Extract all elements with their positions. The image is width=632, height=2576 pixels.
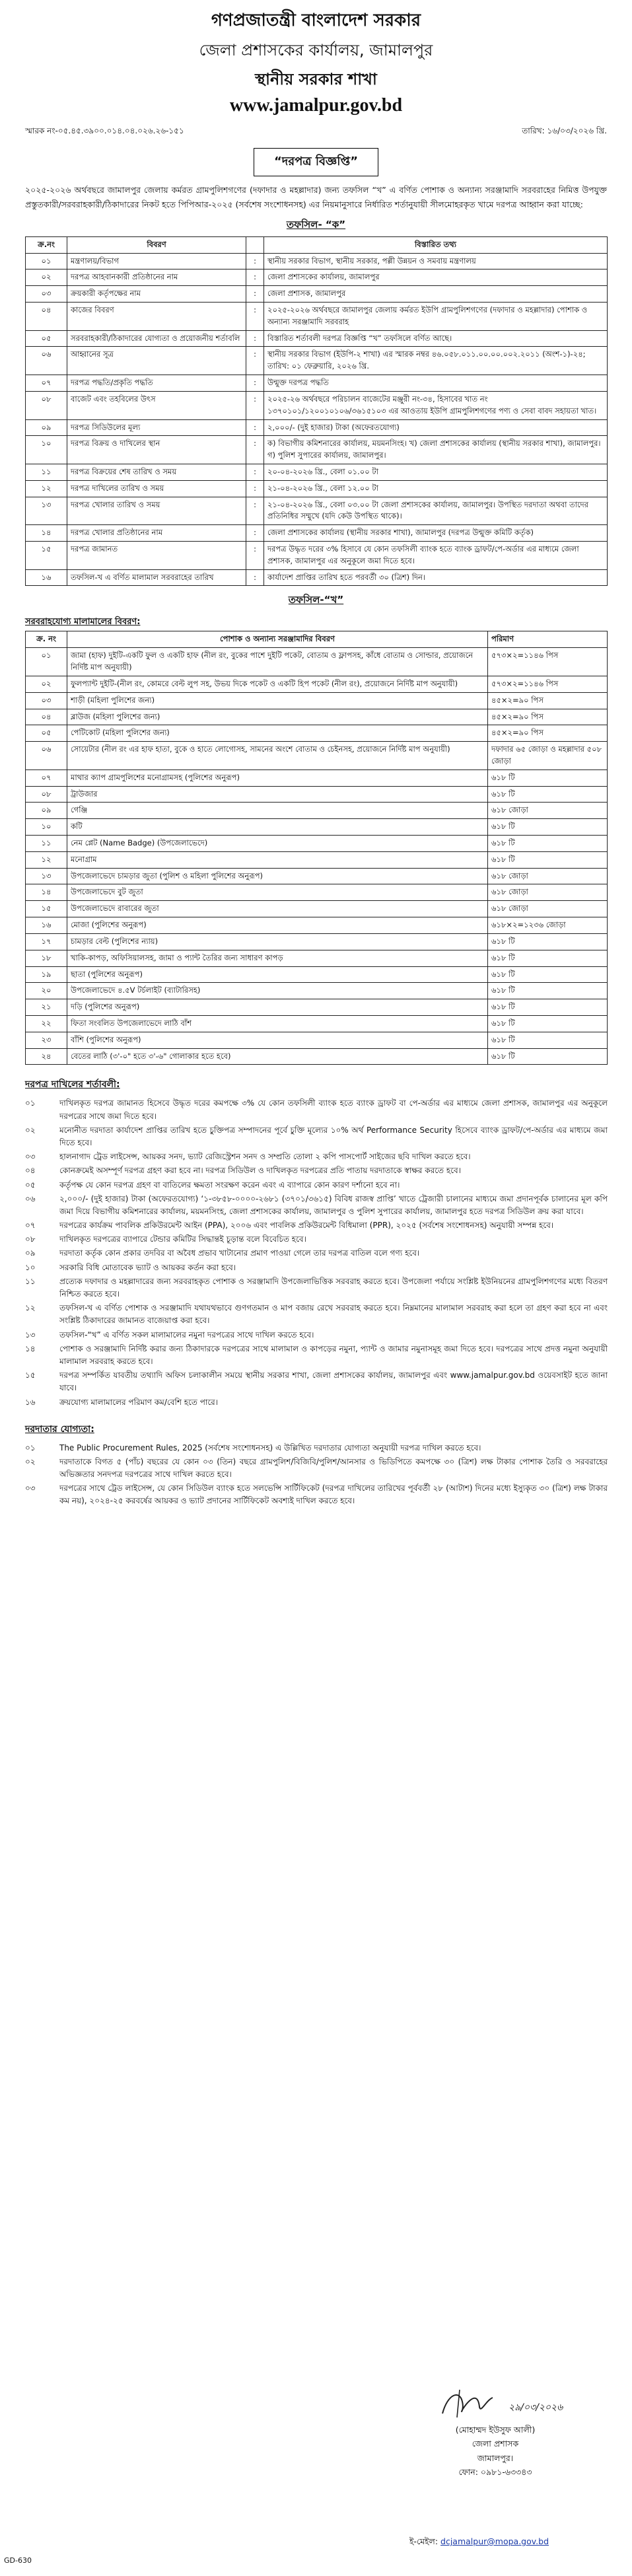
col-quantity: পরিমাণ bbox=[488, 631, 608, 648]
row-serial: ০৬ bbox=[26, 347, 67, 375]
email-link[interactable]: dcjamalpur@mopa.gov.bd bbox=[440, 2536, 549, 2546]
row-serial: ১৩ bbox=[26, 868, 67, 884]
list-item bbox=[25, 1219, 608, 1233]
list-item-number: ০৬ bbox=[25, 1194, 36, 1203]
memo-date: তারিখ: ১৬/০৩/২০২৬ খ্রি. bbox=[522, 126, 607, 135]
list-item-number: ০৯ bbox=[25, 1248, 36, 1258]
eligibility-title: দরদাতার যোগ্যতা: bbox=[25, 1423, 94, 1435]
row-quantity: ৬১৮ টি bbox=[488, 933, 608, 950]
row-colon: : bbox=[246, 480, 264, 497]
row-quantity: ৬১৮ টি bbox=[488, 1032, 608, 1048]
schedule-b-body bbox=[26, 648, 608, 1065]
list-item bbox=[25, 1482, 608, 1508]
row-item: মনোগ্রাম bbox=[67, 851, 488, 868]
row-quantity: ৬১৮ টি bbox=[488, 769, 608, 786]
table-row bbox=[26, 542, 608, 570]
table-row bbox=[26, 836, 608, 852]
row-serial: ০৭ bbox=[26, 375, 67, 392]
row-value: কার্যাদেশ প্রাপ্তির তারিখ হতে পরবর্তী ৩০ (ত্রিশ) দিন। bbox=[264, 569, 608, 586]
office-name: জেলা প্রশাসকের কার্যালয়, জামালপুর bbox=[199, 41, 433, 59]
row-quantity: ৫৭৩×২=১১৪৬ পিস bbox=[488, 648, 608, 676]
row-serial: ০৯ bbox=[26, 419, 67, 436]
email-label: ই-মেইল: bbox=[409, 2536, 441, 2546]
table-row bbox=[26, 347, 608, 375]
list-item-text: দরদাতাকে বিগত ৫ (পাঁচ) বছরের যে কোন ০৩ (তিন) বছরে গ্রামপুলিশ/বিজিবি/পুলিশ/আনসার ও ভিডিপিতে কমপক্ষে ৩০ (ত্রিশ) লক্ষ টাকার পোশাক তৈরি ও সরবরাহের অভিজ্ঞতার সনদপত্র দরপত্রের সাথে দাখিল করতে হবে। bbox=[59, 1456, 608, 1480]
col-serial: ক্র.নং bbox=[26, 236, 67, 253]
row-quantity: ৪৫×২=৯০ পিস bbox=[488, 709, 608, 725]
row-quantity: ৬১৮×২=১২৩৬ জোড়া bbox=[488, 917, 608, 934]
schedule-b-subtitle: সরবরাহযোগ্য মালামালের বিবরণ: bbox=[25, 617, 141, 627]
list-item bbox=[25, 1455, 608, 1482]
row-item: ট্রাউজার bbox=[67, 786, 488, 803]
row-label: দরপত্র জামানত bbox=[67, 542, 246, 570]
row-colon: : bbox=[246, 269, 264, 286]
schedule-a-header-row bbox=[26, 236, 608, 253]
row-serial: ১৮ bbox=[26, 950, 67, 966]
row-serial: ১৪ bbox=[26, 525, 67, 542]
list-item-number: ১২ bbox=[25, 1303, 36, 1313]
row-item: পেটিকোট (মহিলা পুলিশের জন্য) bbox=[67, 725, 488, 742]
row-serial: ১৫ bbox=[26, 901, 67, 917]
row-item: বেতের লাঠি (৩'-০" হতে ৩'-৬" গোলাকার হতে হবে) bbox=[67, 1048, 488, 1065]
table-row bbox=[26, 917, 608, 934]
list-item-text: তফসিল-“খ” এ বর্ণিত সকল মালামালের নমুনা দরপত্রের সাথে দাখিল করতে হবে। bbox=[59, 1330, 314, 1340]
schedule-a-body bbox=[26, 253, 608, 586]
row-value: জেলা প্রশাসকের কার্যালয়, জামালপুর bbox=[264, 269, 608, 286]
row-colon: : bbox=[246, 464, 264, 480]
list-item bbox=[25, 1301, 608, 1328]
signatory-designation: জেলা প্রশাসক bbox=[472, 2439, 519, 2449]
list-item bbox=[25, 1275, 608, 1301]
row-label: আহ্বানের সূত্র bbox=[67, 347, 246, 375]
list-item-text: সরকারি বিধি মোতাবেক ভ্যাট ও আয়কর কর্তন করা হবে। bbox=[59, 1262, 236, 1272]
list-item bbox=[25, 1192, 608, 1219]
row-item: ফিতা সংবলিত উপজেলাভেদে লাঠি বাঁশ bbox=[67, 1015, 488, 1032]
table-row bbox=[26, 1015, 608, 1032]
row-serial: ১০ bbox=[26, 436, 67, 464]
eligibility-heading bbox=[0, 1410, 632, 1441]
table-row bbox=[26, 725, 608, 742]
row-item: উপজেলাভেদে বুট জুতা bbox=[67, 884, 488, 901]
list-item-text: The Public Procurement Rules, 2025 (সর্বশেষ সংশোধনসহ) এ উল্লিখিত দরদাতার যোগ্যতা অনুযায়ী দরপত্র দাখিল করতে হবে। bbox=[59, 1443, 481, 1452]
table-row bbox=[26, 464, 608, 480]
row-serial: ০১ bbox=[26, 253, 67, 269]
row-item: ফুলপ্যান্ট দুইটি-(নীল রং, কোমরে বেল্ট লুপ সহ, উভয় দিকে পকেট ও একটি হিপ পকেট (নীল রং), প্রয়োজনে নির্দিষ্ট মাপ অনুযায়ী) bbox=[67, 676, 488, 692]
row-item: জামা (হাফ) দুইটি-একটি ফুল ও একটি হাফ (নীল রং, বুকের পাশে দুইটি পকেট, বোতাম ও ফ্লাপসহ, কাঁধে বোতাম ও সোল্ডার, প্রয়োজনে নির্দিষ্ট মাপ অনুযায়ী) bbox=[67, 648, 488, 676]
row-label: দরপত্র বিক্রয় ও দাখিলের স্থান bbox=[67, 436, 246, 464]
list-item-text: হালনাগাদ ট্রেড লাইসেন্স, আয়কর সনদ, ভ্যাট রেজিস্ট্রেশন সনদ ও সম্প্রতি তোলা ২ কপি পাসপোর্ট সাইজের ছবি দাখিল করতে হবে। bbox=[59, 1152, 471, 1162]
memo-number: স্মারক নং-০৫.৪৫.৩৯০০.০১৪.০৪.০২৬.২৬-১৫১ bbox=[25, 126, 184, 135]
table-row bbox=[26, 676, 608, 692]
row-colon: : bbox=[246, 419, 264, 436]
row-quantity: ৪৫×২=৯০ পিস bbox=[488, 692, 608, 709]
row-colon: : bbox=[246, 391, 264, 419]
row-serial: ১১ bbox=[26, 464, 67, 480]
row-colon: : bbox=[246, 569, 264, 586]
row-value: ২০-০৪-২০২৬ খ্রি., বেলা ০১.০০ টা bbox=[264, 464, 608, 480]
row-item: ব্লাউজ (মহিলা পুলিশের জন্য) bbox=[67, 709, 488, 725]
list-item bbox=[25, 1396, 608, 1410]
col-description: বিবরণ bbox=[67, 236, 246, 253]
row-quantity: ৬১৮ টি bbox=[488, 1015, 608, 1032]
row-colon: : bbox=[246, 497, 264, 525]
row-colon: : bbox=[246, 286, 264, 303]
row-quantity: ৬১৮ টি bbox=[488, 1048, 608, 1065]
row-item: মাথার ক্যাপ গ্রামপুলিশের মনোগ্রামসহ (পুলিশের অনুরূপ) bbox=[67, 769, 488, 786]
list-item bbox=[25, 1441, 608, 1455]
row-colon: : bbox=[246, 330, 264, 347]
row-quantity: ৬১৮ টি bbox=[488, 950, 608, 966]
signature-block bbox=[396, 2384, 594, 2479]
schedule-a-title: তফসিল- “ক” bbox=[286, 218, 346, 231]
row-label: ক্রয়কারী কর্তৃপক্ষের নাম bbox=[67, 286, 246, 303]
schedule-a-heading bbox=[0, 217, 632, 234]
row-serial: ০৯ bbox=[26, 803, 67, 819]
row-quantity: ৬১৮ টি bbox=[488, 836, 608, 852]
list-item-text: তফসিল-খ এ বর্ণিত পোশাক ও সরঞ্জামাদি যথাযথভাবে গুণগতমান ও মাপ বজায় রেখে সরবরাহ করতে হবে। নিম্নমানের মালামাল সরবরাহ করা হলে তা গ্রহণ করা হবে না এবং সংশ্লিষ্ট ঠিকাদারের জামানত বাজেয়াপ্ত করা হবে। bbox=[59, 1303, 608, 1326]
list-item bbox=[25, 1261, 608, 1275]
table-row bbox=[26, 769, 608, 786]
schedule-b-header-row bbox=[26, 631, 608, 648]
row-colon: : bbox=[246, 375, 264, 392]
row-label: দরপত্র আহবানকারী প্রতিষ্ঠানের নাম bbox=[67, 269, 246, 286]
conditions-list bbox=[25, 1096, 608, 1409]
row-item: উপজেলাভেদে রাবারের জুতা bbox=[67, 901, 488, 917]
list-item-text: দাখিলকৃত দরপত্রের ব্যাপারে টেন্ডার কমিটির সিদ্ধান্তই চূড়ান্ত বলে বিবেচিত হবে। bbox=[59, 1234, 306, 1244]
row-item: ছাতা (পুলিশের অনুরূপ) bbox=[67, 966, 488, 983]
list-item-number: ০৮ bbox=[25, 1234, 36, 1244]
row-label: দরপত্র খোলার প্রতিষ্ঠানের নাম bbox=[67, 525, 246, 542]
row-item: খাকি-কাপড়, অফিসিয়ালসহ, জামা ও প্যান্ট তৈরির জন্য সাধারণ কাপড় bbox=[67, 950, 488, 966]
list-item-number: ০৫ bbox=[25, 1180, 36, 1190]
row-value: ২১-০৪-২০২৬ খ্রি., বেলা ১২.০০ টা bbox=[264, 480, 608, 497]
row-serial: ১৯ bbox=[26, 966, 67, 983]
list-item-number: ১৪ bbox=[25, 1343, 36, 1353]
row-label: বাজেট এবং তহবিলের উৎস bbox=[67, 391, 246, 419]
list-item-text: দরদাতা কর্তৃক কোন প্রকার তদবির বা অবৈধ প্রভাব খাটানোর প্রমাণ পাওয়া গেলে তার দরপত্র বাতিল বলে গণ্য হবে। bbox=[59, 1248, 420, 1258]
row-serial: ১৫ bbox=[26, 542, 67, 570]
table-row bbox=[26, 497, 608, 525]
table-row bbox=[26, 391, 608, 419]
list-item-number: ১৫ bbox=[25, 1371, 36, 1380]
list-item bbox=[25, 1164, 608, 1178]
row-value: জেলা প্রশাসক, জামালপুর bbox=[264, 286, 608, 303]
govt-title: গণপ্রজাতন্ত্রী বাংলাদেশ সরকার bbox=[211, 11, 421, 30]
row-quantity: ৬১৮ জোড়া bbox=[488, 868, 608, 884]
reference-row bbox=[0, 116, 632, 139]
list-item-number: ১৬ bbox=[25, 1397, 36, 1407]
row-quantity: ৬১৮ জোড়া bbox=[488, 901, 608, 917]
list-item-text: দরপত্র সম্পর্কিত যাবতীয় তথ্যাদি অফিস চলাকালীন সময়ে স্থানীয় সরকার শাখা, জেলা প্রশাসকের কার্যালয়, জামালপুর এবং www.jamalpur.gov.bd ওয়েবসাইট হতে জানা যাবে। bbox=[59, 1371, 608, 1393]
col-item: পোশাক ও অন্যান্য সরঞ্জামাদির বিবরণ bbox=[67, 631, 488, 648]
col-colon bbox=[246, 236, 264, 253]
row-quantity: ৬১৮ টি bbox=[488, 786, 608, 803]
table-row bbox=[26, 692, 608, 709]
row-value: জেলা প্রশাসকের কার্যালয় (স্থানীয় সরকার শাখা), জামালপুর (দরপত্র উন্মুক্ত কমিটি কর্তৃক) bbox=[264, 525, 608, 542]
row-item: শাড়ী (মহিলা পুলিশের জন্য) bbox=[67, 692, 488, 709]
list-item-number: ০৪ bbox=[25, 1166, 36, 1176]
row-value: স্থানীয় সরকার বিভাগ, স্থানীয় সরকার, পল্লী উন্নয়ন ও সমবায় মন্ত্রণালয় bbox=[264, 253, 608, 269]
list-item-text: দরপত্রের সাথে ট্রেড লাইসেন্স, যে কোন সিডিউল ব্যাংক হতে সলভেন্সি সার্টিফিকেট (দরপত্র দাখিলের তারিখের পূর্ববর্তী ২৮ (আটাশ) দিনের মধ্যে ইস্যুকৃত ৩০ (ত্রিশ) লক্ষ টাকার কম নয়), ২০২৪-২৫ করবর্ষের আয়কর ও ভ্যাট প্রদানের সার্টিফিকেট অবশ্যই দাখিল করতে হবে। bbox=[59, 1484, 608, 1506]
table-row bbox=[26, 330, 608, 347]
row-serial: ২৩ bbox=[26, 1032, 67, 1048]
list-item-number: ০৩ bbox=[25, 1152, 36, 1162]
row-serial: ০১ bbox=[26, 648, 67, 676]
row-item: বাঁশি (পুলিশের অনুরূপ) bbox=[67, 1032, 488, 1048]
row-quantity: ৫৭৩×২=১১৪৬ পিস bbox=[488, 676, 608, 692]
row-serial: ১৭ bbox=[26, 933, 67, 950]
row-item: গেঞ্জি bbox=[67, 803, 488, 819]
website: www.jamalpur.gov.bd bbox=[229, 95, 403, 116]
list-item-text: দাখিলকৃত দরপত্র জামানত হিসেবে উদ্ধৃত দরের কমপক্ষে ৩% যে কোন তফসিলী ব্যাংক হতে ব্যাংক ড্রাফট বা পে-অর্ডার এর মাধ্যমে জেলা প্রশাসক, জামালপুর এর অনুকূলে দরপত্রের সাথে জমা দিতে হবে। bbox=[59, 1098, 608, 1121]
intro-paragraph: ২০২৫-২০২৬ অর্থবছরে জামালপুর জেলায় কর্মরত গ্রামপুলিশগণের (দফাদার ও মহল্লাদার) জন্য তফসিল “খ” এ বর্ণিত পোশাক ও অন্যান্য সরঞ্জামাদি সরবরাহের নিমিত্ত উপযুক্ত প্রস্তুতকারী/সরবরাহকারী/ঠিকাদারের নিকট হতে পিপিআর-২০২৫ (সর্বশেষ সংশোধনসহ) এর নিয়মানুসারে নির্ধারিত শর্তানুযায়ী সীলমোহরকৃত খামে দরপত্র আহ্বান করা যাচ্ছে: bbox=[25, 185, 607, 209]
row-serial: ০৫ bbox=[26, 330, 67, 347]
table-row bbox=[26, 884, 608, 901]
letterhead bbox=[0, 7, 632, 116]
row-serial: ১৩ bbox=[26, 497, 67, 525]
table-row bbox=[26, 950, 608, 966]
table-row bbox=[26, 253, 608, 269]
row-serial: ২০ bbox=[26, 983, 67, 999]
row-serial: ০৮ bbox=[26, 786, 67, 803]
list-item-number: ০২ bbox=[25, 1125, 36, 1135]
col-serial: ক্র. নং bbox=[26, 631, 67, 648]
list-item bbox=[25, 1150, 608, 1164]
row-label: দরপত্র খোলার তারিখ ও সময় bbox=[67, 497, 246, 525]
table-row bbox=[26, 525, 608, 542]
list-item-number: ১৩ bbox=[25, 1330, 36, 1340]
table-row bbox=[26, 868, 608, 884]
row-value: ২০২৫-২০২৬ অর্থবছরে জামালপুর জেলায় কর্মরত ইউপি গ্রামপুলিশগণের (দফাদার ও মহল্লাদার) পোশাক ও অন্যান্য সরঞ্জামাদি সরবরাহ bbox=[264, 303, 608, 331]
list-item bbox=[25, 1342, 608, 1369]
row-serial: ২৪ bbox=[26, 1048, 67, 1065]
row-value: বিস্তারিত শর্তাবলী দরপত্র বিজ্ঞপ্তি “খ” তফসিলে বর্ণিত আছে। bbox=[264, 330, 608, 347]
notice-title-box bbox=[0, 148, 632, 176]
list-item bbox=[25, 1096, 608, 1123]
list-item-text: ২,০০০/- (দুই হাজার) টাকা (অফেরতযোগ্য) ‘১-৩৮৫৮-০০০০-২৬৮১ (৩৭০১/৩৬১৫) বিবিধ রাজস্ব প্রাপ্তি’ খাতে ট্রেজারী চালানের মাধ্যমে জমা প্রদানপূর্বক চালানের মূল কপি জমা দিয়ে বিভাগীয় কমিশনারের কার্যালয়, ময়মনসিংহ, জেলা প্রশাসকের কার্যালয়, জামালপুর ও পুলিশ সুপারের কার্যালয়, জামালপুর হতে দরপত্র সিডিউল ক্রয় করা যাবে। bbox=[59, 1194, 608, 1216]
table-row bbox=[26, 819, 608, 836]
row-label: দরপত্র পদ্ধতি/প্রকৃতি পদ্ধতি bbox=[67, 375, 246, 392]
signatory-phone: ফোন: ০৯৮১-৬৩৩৪৩ bbox=[458, 2466, 532, 2477]
table-row bbox=[26, 419, 608, 436]
list-item bbox=[25, 1178, 608, 1192]
row-value: দরপত্র উদ্ধৃত দরের ৩% হিসাবে যে কোন তফসিলী ব্যাংক হতে ব্যাংক ড্রাফট/পে-অর্ডার এর মাধ্যমে জেলা প্রশাসক, জামালপুর এর অনুকূলে জমা দিতে হবে। bbox=[264, 542, 608, 570]
row-label: দরপত্র বিক্রয়ের শেষ তারিখ ও সময় bbox=[67, 464, 246, 480]
list-item bbox=[25, 1233, 608, 1246]
table-row bbox=[26, 1048, 608, 1065]
row-colon: : bbox=[246, 525, 264, 542]
eligibility-list bbox=[25, 1441, 608, 1509]
notice-title: “দরপত্র বিজ্ঞপ্তি” bbox=[254, 148, 378, 176]
table-row bbox=[26, 983, 608, 999]
list-item-text: মনোনীত দরদাতা কার্যাদেশ প্রাপ্তির তারিখ হতে চুক্তিপত্র সম্পাদনের পূর্বে চুক্তি মূল্যের ১০% অর্থ Performance Security হিসেবে ব্যাংক ড্রাফট/পে-অর্ডার এর মাধ্যমে জমা দিতে হবে। bbox=[59, 1125, 608, 1147]
row-quantity: ৬১৮ জোড়া bbox=[488, 803, 608, 819]
table-row bbox=[26, 569, 608, 586]
row-item: মোজা (পুলিশের অনুরূপ) bbox=[67, 917, 488, 934]
row-serial: ১২ bbox=[26, 851, 67, 868]
row-quantity: ৬১৮ টি bbox=[488, 819, 608, 836]
gd-code: GD-630 bbox=[4, 2556, 32, 2565]
row-serial: ১২ bbox=[26, 480, 67, 497]
row-serial: ০৪ bbox=[26, 303, 67, 331]
row-serial: ২২ bbox=[26, 1015, 67, 1032]
table-row bbox=[26, 999, 608, 1016]
row-colon: : bbox=[246, 253, 264, 269]
table-row bbox=[26, 851, 608, 868]
list-item-number: ০১ bbox=[25, 1443, 36, 1452]
signatory-place: জামালপুর। bbox=[477, 2452, 514, 2463]
table-row bbox=[26, 480, 608, 497]
table-row bbox=[26, 709, 608, 725]
handwritten-signature-icon bbox=[396, 2384, 594, 2423]
table-row bbox=[26, 269, 608, 286]
row-serial: ০৩ bbox=[26, 692, 67, 709]
row-quantity: ৬১৮ টি bbox=[488, 851, 608, 868]
row-label: মন্ত্রণালয়/বিভাগ bbox=[67, 253, 246, 269]
row-colon: : bbox=[246, 347, 264, 375]
signature-mark bbox=[396, 2384, 594, 2423]
list-item-number: ০১ bbox=[25, 1098, 36, 1108]
row-quantity: ৬১৮ জোড়া bbox=[488, 884, 608, 901]
row-serial: ১১ bbox=[26, 836, 67, 852]
schedule-a-table bbox=[25, 236, 608, 587]
row-item: দড়ি (পুলিশের অনুরূপ) bbox=[67, 999, 488, 1016]
list-item-text: কর্তৃপক্ষ যে কোন দরপত্র গ্রহণ বা বাতিলের ক্ষমতা সংরক্ষণ করেন এবং এ ব্যাপারে কোন কারণ দর্শানো হবে না। bbox=[59, 1180, 400, 1190]
row-value: স্থানীয় সরকার বিভাগ (ইউপি-২ শাখা) এর স্মারক নম্বর ৪৬.০৫৮.০১১.০০.০০.০০২.২০১১ (অংশ-১)-২৪; তারিখ: ০১ ফেব্রুয়ারি, ২০২৬ খ্রি. bbox=[264, 347, 608, 375]
row-label: সরবরাহকারী/ঠিকাদারের যোগ্যতা ও প্রয়োজনীয় শর্তাবলি bbox=[67, 330, 246, 347]
row-colon: : bbox=[246, 436, 264, 464]
row-colon: : bbox=[246, 303, 264, 331]
table-row bbox=[26, 803, 608, 819]
list-item bbox=[25, 1124, 608, 1150]
col-details: বিস্তারিত তথ্য bbox=[264, 236, 608, 253]
schedule-b-title: তফসিল-“খ” bbox=[288, 594, 344, 606]
row-serial: ০২ bbox=[26, 676, 67, 692]
list-item bbox=[25, 1328, 608, 1342]
table-row bbox=[26, 436, 608, 464]
table-row bbox=[26, 303, 608, 331]
list-item-text: দরপত্রের কার্যক্রম পাবলিক প্রকিউরমেন্ট আইন (PPA), ২০০৬ এবং পাবলিক প্রকিউরমেন্ট বিধিমালা (PPR), ২০২৫ (সর্বশেষ সংশোধনসহ) অনুযায়ী সম্পন্ন হবে। bbox=[59, 1221, 554, 1231]
row-value: উন্মুক্ত দরপত্র পদ্ধতি bbox=[264, 375, 608, 392]
schedule-b-table bbox=[25, 631, 608, 1065]
row-item: কটি bbox=[67, 819, 488, 836]
row-serial: ১৬ bbox=[26, 917, 67, 934]
conditions-title: দরপত্র দাখিলের শর্তাবলী: bbox=[25, 1079, 120, 1091]
list-item-number: ০২ bbox=[25, 1456, 36, 1466]
row-label: কাজের বিবরণ bbox=[67, 303, 246, 331]
table-row bbox=[26, 375, 608, 392]
row-quantity: ৬১৮ টি bbox=[488, 966, 608, 983]
row-serial: ১০ bbox=[26, 819, 67, 836]
list-item-text: পোশাক ও সরঞ্জামাদি নির্দিষ্ট করার জন্য ঠিকাদারকে দরপত্রের সাথে মালামাল ও কাপড়ের নমুনা, প্যান্ট ও জামার নমুনাসমূহ জমা দিতে হবে। দরপত্রের সাথে প্রদত্ত নমুনা অনুযায়ী মালামাল সরবরাহ করতে হবে। bbox=[59, 1343, 608, 1366]
row-value: ক) বিভাগীয় কমিশনারের কার্যালয়, ময়মনসিংহ। খ) জেলা প্রশাসকের কার্যালয় (স্থানীয় সরকার শাখা), জামালপুর। গ) পুলিশ সুপারের কার্যালয়, জামালপুর। bbox=[264, 436, 608, 464]
table-row bbox=[26, 742, 608, 770]
list-item-number: ১০ bbox=[25, 1262, 36, 1272]
schedule-b-subtitle-wrap bbox=[0, 612, 632, 631]
branch-name: স্থানীয় সরকার শাখা bbox=[255, 70, 377, 89]
row-serial: ০৮ bbox=[26, 391, 67, 419]
conditions-heading bbox=[0, 1065, 632, 1096]
row-label: দরপত্র দাখিলের তারিখ ও সময় bbox=[67, 480, 246, 497]
row-serial: ০৪ bbox=[26, 709, 67, 725]
row-value: ২০২৫-২৬ অর্থবছরে পরিচালন বাজেটের মঞ্জুরী নং-৩৪, হিসাবের খাত নং ১৩৭০১০১/১২০০১০১০৬/৩৬১৫১০৩ এর আওতায় ইউপি গ্রামপুলিশগণের পণ্য ও সেবা বাবদ সহায়তা খাত। bbox=[264, 391, 608, 419]
list-item-text: কোনক্রমেই অসম্পূর্ণ দরপত্র গ্রহণ করা হবে না। দরপত্র সিডিউল ও দাখিলকৃত দরপত্রের প্রতি পাতায় দরদাতাকে স্বাক্ষর করতে হবে। bbox=[59, 1166, 461, 1176]
row-item: চামড়ার বেল্ট (পুলিশের ন্যায়) bbox=[67, 933, 488, 950]
signature-date: ২৯/০৩/২০২৬ bbox=[509, 2402, 563, 2413]
row-serial: ০৫ bbox=[26, 725, 67, 742]
table-row bbox=[26, 286, 608, 303]
signatory-name: (মোহাম্মদ ইউসুফ আলী) bbox=[455, 2425, 536, 2435]
row-serial: ০৬ bbox=[26, 742, 67, 770]
schedule-b-heading bbox=[0, 592, 632, 609]
list-item bbox=[25, 1246, 608, 1260]
row-value: ২১-০৪-২০২৬ খ্রি., বেলা ০৩.০০ টা জেলা প্রশাসকের কার্যালয়, জামালপুর। উপস্থিত দরদাতা অথবা তাদের প্রতিনিধির সম্মুখে (যদি কেউ উপস্থিত থাকে)। bbox=[264, 497, 608, 525]
list-item-text: ক্রয়যোগ্য মালামালের পরিমাণ কম/বেশি হতে পারে। bbox=[59, 1397, 219, 1407]
row-serial: ১৪ bbox=[26, 884, 67, 901]
list-item-number: ০৭ bbox=[25, 1221, 36, 1231]
footer-email-line bbox=[409, 2536, 549, 2550]
list-item-number: ১১ bbox=[25, 1276, 36, 1286]
row-serial: ০২ bbox=[26, 269, 67, 286]
row-quantity: ৬১৮ টি bbox=[488, 999, 608, 1016]
row-label: তফসিল-খ এ বর্ণিত মালামাল সরবরাহের তারিখ bbox=[67, 569, 246, 586]
table-row bbox=[26, 1032, 608, 1048]
row-serial: ০৩ bbox=[26, 286, 67, 303]
row-quantity: ৪৫×২=৯০ পিস bbox=[488, 725, 608, 742]
row-item: নেম প্লেট (Name Badge) (উপজেলাভেদে) bbox=[67, 836, 488, 852]
row-serial: ০৭ bbox=[26, 769, 67, 786]
row-quantity: ৬১৮ টি bbox=[488, 983, 608, 999]
table-row bbox=[26, 648, 608, 676]
row-serial: ১৬ bbox=[26, 569, 67, 586]
table-row bbox=[26, 901, 608, 917]
list-item-text: প্রত্যেক দফাদার ও মহল্লাদারের জন্য সরবরাহকৃত পোশাক ও সরঞ্জামাদি উপজেলাভিত্তিক সরবরাহ করতে হবে। উপজেলা পর্যায়ে সংশ্লিষ্ট ইউনিয়নের গ্রামপুলিশগণের মধ্যে বিতরণ নিশ্চিত করতে হবে। bbox=[59, 1276, 608, 1299]
table-row bbox=[26, 933, 608, 950]
list-item bbox=[25, 1369, 608, 1395]
row-serial: ২১ bbox=[26, 999, 67, 1016]
row-item: উপজেলাভেদে চামড়ার জুতা (পুলিশ ও মহিলা পুলিশের অনুরূপ) bbox=[67, 868, 488, 884]
row-label: দরপত্র সিডিউলের মূল্য bbox=[67, 419, 246, 436]
row-item: সোয়েটার (নীল রং এর হাফ হাতা, বুকে ও হাতে লোগোসহ, সামনের অংশে বোতাম ও চেইনসহ, প্রয়োজনে নির্দিষ্ট মাপ অনুযায়ী) bbox=[67, 742, 488, 770]
table-row bbox=[26, 786, 608, 803]
row-quantity: দফাদার ৬৫ জোড়া ও মহল্লাদার ৫০৮ জোড়া bbox=[488, 742, 608, 770]
table-row bbox=[26, 966, 608, 983]
row-item: উপজেলাভেদে ৪.৫V টর্চলাইট (ব্যাটারিসহ) bbox=[67, 983, 488, 999]
list-item-number: ০৩ bbox=[25, 1484, 36, 1493]
row-value: ২,০০০/- (দুই হাজার) টাকা (অফেরতযোগ্য) bbox=[264, 419, 608, 436]
row-colon: : bbox=[246, 542, 264, 570]
